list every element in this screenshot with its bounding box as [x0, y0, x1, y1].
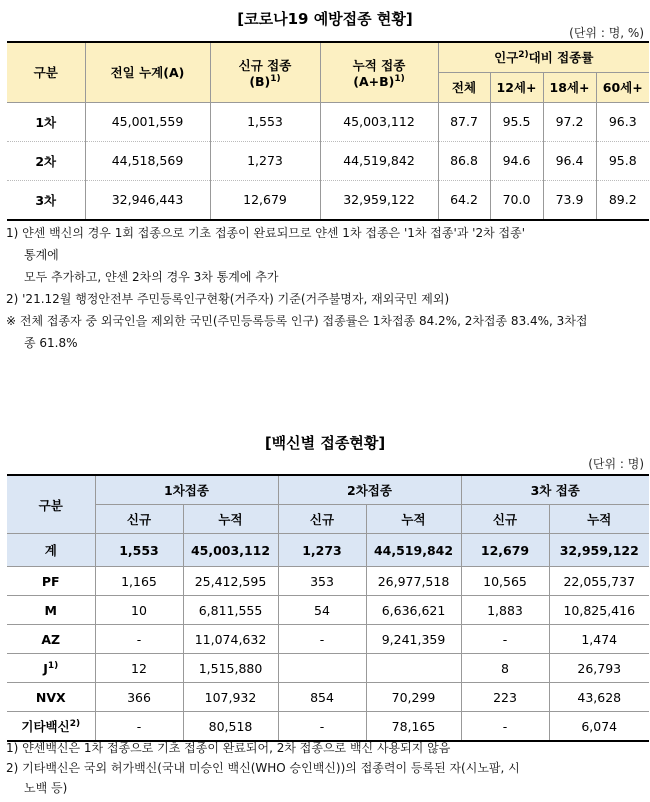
cell: 25,412,595: [183, 567, 278, 596]
cell: 1,553: [95, 534, 183, 567]
note-1b: 통계에: [24, 248, 59, 262]
cell: 32,959,122: [549, 534, 649, 567]
cell: 54: [278, 596, 366, 625]
row-label: 1차: [7, 102, 85, 141]
cell-new: 1,553: [210, 102, 320, 141]
table-row: [7, 683, 649, 712]
header-new: [210, 42, 320, 102]
cell: 10,825,416: [549, 596, 649, 625]
row-label: PF: [7, 567, 95, 596]
note-2b: 노백 등): [24, 781, 68, 795]
cell-new: 1,273: [210, 141, 320, 180]
cell: 353: [278, 567, 366, 596]
header-dose3: 3차 접종: [461, 475, 649, 505]
header-category: 구분: [7, 475, 95, 534]
cell: 80,518: [183, 712, 278, 742]
cell-rate: 94.6: [490, 141, 543, 180]
note-3b: 종 61.8%: [24, 336, 78, 350]
cell: 107,932: [183, 683, 278, 712]
vaccination-status-table: [7, 41, 649, 221]
header-cumulative: [320, 42, 438, 102]
cell: [366, 654, 461, 683]
header-age-18: 18세+: [543, 72, 596, 102]
cell: 10: [95, 596, 183, 625]
header-cum-label: 누적 접종: [352, 57, 406, 73]
cell: 26,977,518: [366, 567, 461, 596]
cell-rate: 89.2: [596, 180, 649, 220]
cell-prev: 32,946,443: [85, 180, 210, 220]
table2-unit: (단위 : 명): [588, 457, 644, 471]
note-2: 2) '21.12월 행정안전부 주민등록인구현황(거주자) 기준(거주불명자, 재외국민 제외): [6, 292, 450, 306]
table1-title: [코로나19 예방접종 현황]: [237, 10, 413, 28]
header-cum-sub: $(A+B)^{1)}$: [353, 73, 405, 89]
cell: 26,793: [549, 654, 649, 683]
cell-rate: 86.8: [438, 141, 490, 180]
table-row: [7, 567, 649, 596]
cell: 70,299: [366, 683, 461, 712]
table2-title: [백신별 접종현황]: [264, 434, 386, 452]
header-new: 신규: [461, 505, 549, 534]
header-new: 신규: [278, 505, 366, 534]
table-row: [7, 712, 649, 742]
cell: -: [95, 625, 183, 654]
header-cum: 누적: [549, 505, 649, 534]
cell: 8: [461, 654, 549, 683]
cell: -: [278, 712, 366, 742]
row-label: 2차: [7, 141, 85, 180]
row-label: 3차: [35, 192, 57, 208]
cell: 6,636,621: [366, 596, 461, 625]
cell: 1,515,880: [183, 654, 278, 683]
cell-prev: 45,001,559: [85, 102, 210, 141]
cell: 854: [278, 683, 366, 712]
header-new-sub: $(B)^{1)}$: [249, 73, 281, 89]
cell: 10,565: [461, 567, 549, 596]
row-label: $J^{1)}$: [7, 654, 95, 683]
table1-unit: (단위 : 명, %): [569, 26, 644, 40]
cell: 11,074,632: [183, 625, 278, 654]
note-1: 1) 얀센백신은 1차 접종으로 기초 접종이 완료되어, 2차 접종으로 백신 사용되지 않음: [6, 741, 451, 755]
cell: 6,074: [549, 712, 649, 742]
cell-cum: 44,519,842: [320, 141, 438, 180]
table-row: [7, 625, 649, 654]
cell: 1,165: [95, 567, 183, 596]
note-1a: 1) 얀센 백신의 경우 1회 접종으로 기초 접종이 완료되므로 얀센 1차 접종은 '1차 접종'과 '2차 접종': [6, 226, 525, 240]
header-age-12: 12세+: [490, 72, 543, 102]
total-row: [7, 534, 649, 567]
header-cum: 누적: [366, 505, 461, 534]
cell: 223: [461, 683, 549, 712]
cell: [278, 654, 366, 683]
cell: -: [461, 625, 549, 654]
table-row: [7, 596, 649, 625]
cell-rate: 97.2: [543, 102, 596, 141]
table-row: [7, 141, 649, 180]
note-1c: 모두 추가하고, 얀센 2차의 경우 3차 통계에 추가: [24, 270, 279, 284]
cell: -: [461, 712, 549, 742]
cell: 9,241,359: [366, 625, 461, 654]
cell: 78,165: [366, 712, 461, 742]
cell-rate: 95.5: [490, 102, 543, 141]
table2-notes: [6, 738, 648, 798]
header-category: 구분: [7, 42, 85, 102]
note-3a: ※ 전체 접종자 중 외국인을 제외한 국민(주민등록등록 인구) 접종률은 1차접종 84.2%, 2차접종 83.4%, 3차접: [6, 314, 588, 328]
cell: 366: [95, 683, 183, 712]
header-age-all: 전체: [438, 72, 490, 102]
cell: 43,628: [549, 683, 649, 712]
cell: 22,055,737: [549, 567, 649, 596]
cell: 45,003,112: [183, 534, 278, 567]
cell-cum: 45,003,112: [320, 102, 438, 141]
cell-rate: 95.8: [596, 141, 649, 180]
cell: -: [95, 712, 183, 742]
header-population-ratio: 인구$^{2)}$대비 접종률: [438, 42, 649, 72]
table1-notes: [6, 222, 648, 354]
cell: 12: [95, 654, 183, 683]
row-label: AZ: [7, 625, 95, 654]
cell-rate: 70.0: [490, 180, 543, 220]
cell-rate: 96.4: [543, 141, 596, 180]
header-dose2: 2차접종: [278, 475, 461, 505]
header-dose1: 1차접종: [95, 475, 278, 505]
cell: 6,811,555: [183, 596, 278, 625]
cell-rate: 73.9: [543, 180, 596, 220]
table-row: [7, 180, 649, 220]
cell: 1,273: [278, 534, 366, 567]
header-new-label: 신규 접종: [238, 57, 292, 73]
cell-rate: 96.3: [596, 102, 649, 141]
table-row: [7, 102, 649, 141]
vaccine-type-table: [7, 474, 649, 742]
header-cum: 누적: [183, 505, 278, 534]
cell: 1,474: [549, 625, 649, 654]
note-2a: 2) 기타백신은 국외 허가백신(국내 미승인 백신(WHO 승인백신))의 접종력이 등록된 자(시노팜, 시: [6, 761, 520, 775]
row-label: 기타백신$^{2)}$: [7, 712, 95, 742]
cell: 1,883: [461, 596, 549, 625]
cell-rate: 87.7: [438, 102, 490, 141]
cell-prev: 44,518,569: [85, 141, 210, 180]
cell: 44,519,842: [366, 534, 461, 567]
header-prev-cumulative: 전일 누계(A): [85, 42, 210, 102]
table-row: [7, 654, 649, 683]
cell-rate: 64.2: [438, 180, 490, 220]
row-label: M: [7, 596, 95, 625]
cell: 12,679: [461, 534, 549, 567]
row-label: 계: [7, 534, 95, 567]
header-new: 신규: [95, 505, 183, 534]
cell-cum: 32,959,122: [320, 180, 438, 220]
row-label: NVX: [7, 683, 95, 712]
cell: -: [278, 625, 366, 654]
header-age-60: 60세+: [596, 72, 649, 102]
cell-new: 12,679: [210, 180, 320, 220]
